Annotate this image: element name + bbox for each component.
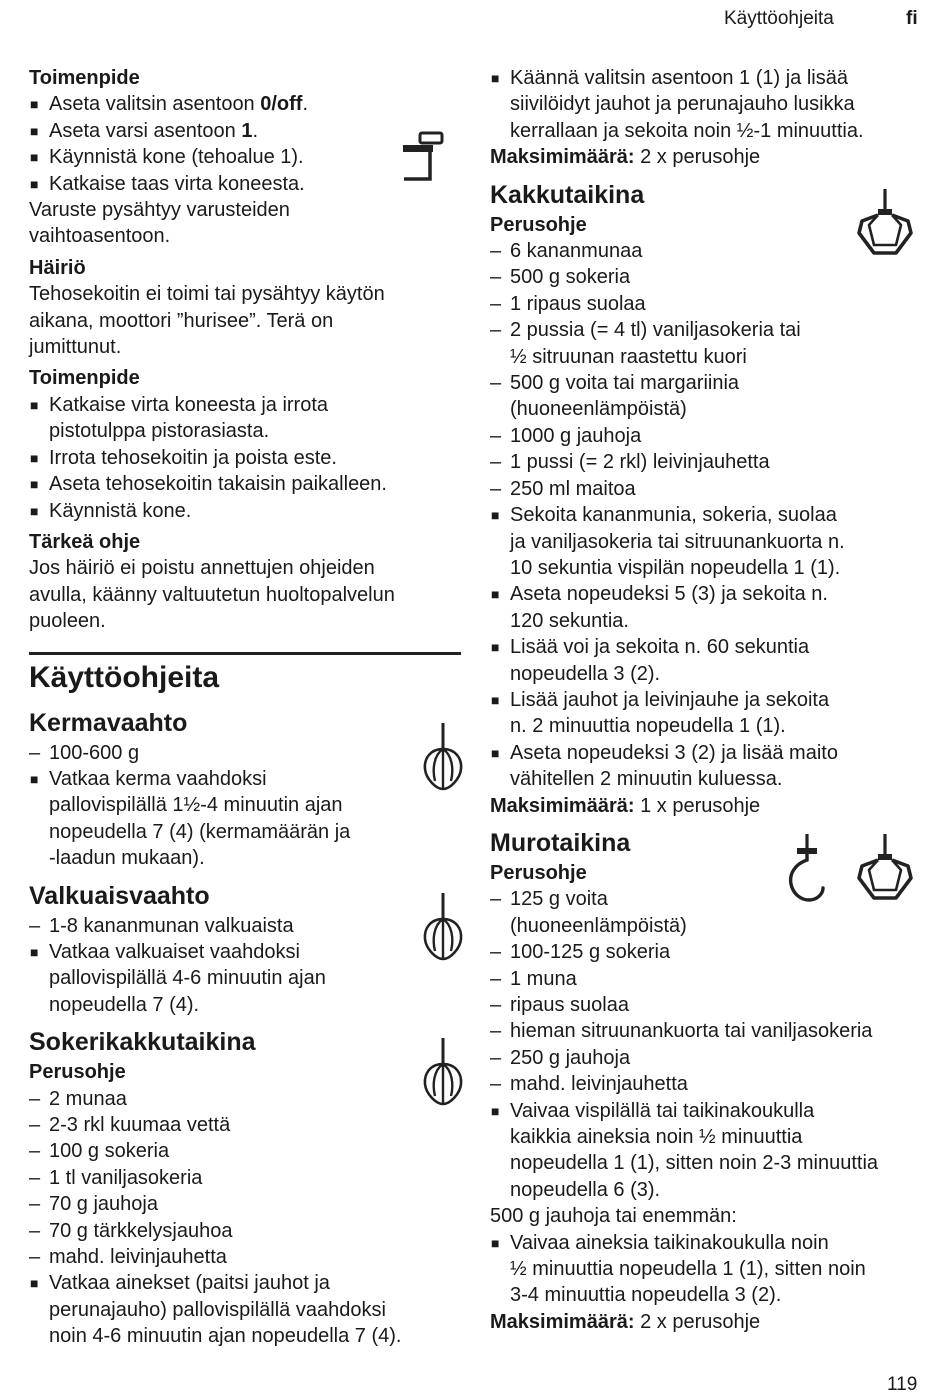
bullet-item: ■ Katkaise taas virta koneesta. bbox=[29, 171, 461, 197]
dash-item: – 1 tl vaniljasokeria bbox=[29, 1166, 203, 1189]
mixer-arm-position-icon bbox=[400, 131, 444, 183]
bullet-item: ■ Käynnistä kone (tehoalue 1). bbox=[29, 144, 461, 170]
dash-item: – 2 munaa bbox=[29, 1087, 127, 1110]
max-amount: Maksimimäärä: 2 x perusohje bbox=[490, 146, 761, 169]
heading-kermavaahto: Kermavaahto bbox=[29, 708, 188, 737]
bullet-item: ■ Irrota tehosekoitin ja poista este. bbox=[29, 445, 461, 471]
dash-item: – 1-8 kananmunan valkuaista bbox=[29, 914, 294, 937]
beater-whisk-icon bbox=[856, 187, 914, 257]
section-divider bbox=[29, 652, 461, 655]
bullet-square-icon: ■ bbox=[30, 1275, 39, 1292]
bullet-item: ■ Aseta varsi asentoon 1. bbox=[29, 118, 461, 144]
text-line: Jos häiriö ei poistu annettujen ohjeiden bbox=[29, 557, 375, 580]
bullet-item: ■ Aseta tehosekoitin takaisin paikalleen. bbox=[29, 471, 461, 497]
dash-item: – 1 muna bbox=[490, 967, 577, 990]
text-line: avulla, käänny valtuutetun huoltopalvelun bbox=[29, 583, 395, 606]
bullet-item: ■ Käännä valitsin asentoon 1 (1) ja lisää siivilöidyt jauhot ja perunajauho lusikka kerrallaan ja sekoita noin ½-1 minuuttia. bbox=[491, 67, 864, 142]
main-heading: Käyttöohjeita bbox=[29, 660, 220, 694]
bullet-square-icon: ■ bbox=[491, 1234, 500, 1251]
text-line: Tehosekoitin ei toimi tai pysähtyy käytön bbox=[29, 283, 385, 306]
bullet-item: ■ Vatkaa ainekset (paitsi jauhot ja perunajauho) pallovispilällä vaahdoksi noin 4-6 minuutin ajan nopeudella 7 (4). bbox=[30, 1272, 402, 1348]
bullet-square-icon: ■ bbox=[30, 149, 39, 166]
bullet-square-icon: ■ bbox=[491, 70, 500, 86]
dash-item: – 250 g jauhoja bbox=[490, 1046, 631, 1069]
running-header-lang: fi bbox=[906, 8, 918, 29]
dash-item: – 250 ml maitoa bbox=[490, 477, 636, 500]
text-line: puoleen. bbox=[29, 610, 106, 633]
dash-item: – 70 g tärkkelysjauhoa bbox=[29, 1219, 233, 1242]
balloon-whisk-icon bbox=[422, 1036, 464, 1108]
dash-item: – 500 g voita tai margariinia (huoneenlämpöistä) bbox=[490, 372, 740, 421]
dash-item: – mahd. leivinjauhetta bbox=[490, 1073, 688, 1096]
subheading-perusohje: Perusohje bbox=[490, 861, 587, 884]
bullet-square-icon: ■ bbox=[491, 691, 500, 708]
balloon-whisk-icon bbox=[422, 891, 464, 963]
bullet-item: ■ Vaivaa vispilällä tai taikinakoukulla kaikkia aineksia noin ½ minuuttia nopeudella 1 (1), sitten noin 2-3 minuuttia nopeudella 6 (3). bbox=[491, 1099, 879, 1201]
bullet-square-icon: ■ bbox=[30, 396, 39, 413]
subheading-perusohje: Perusohje bbox=[29, 1061, 126, 1084]
bullet-item: ■ Lisää voi ja sekoita n. 60 sekuntia nopeudella 3 (2). bbox=[491, 636, 810, 685]
dash-item: – 1 ripaus suolaa bbox=[490, 292, 646, 315]
page-number: 119 bbox=[887, 1374, 918, 1395]
dash-item: – 2 pussia (= 4 tl) vaniljasokeria tai ½ sitruunan raastettu kuori bbox=[490, 319, 801, 368]
dash-item: – 100-600 g bbox=[29, 741, 140, 764]
dash-item: – 70 g jauhoja bbox=[29, 1193, 158, 1216]
note-line: vaihtoasentoon. bbox=[29, 225, 171, 248]
heading-sokerikakkutaikina: Sokerikakkutaikina bbox=[29, 1028, 256, 1057]
bullet-square-icon: ■ bbox=[30, 943, 39, 960]
heading-kakkutaikina: Kakkutaikina bbox=[490, 180, 645, 209]
bullet-item: ■ Aseta nopeudeksi 3 (2) ja lisää maito vähitellen 2 minuutin kuluessa. bbox=[491, 741, 838, 791]
text-line: 500 g jauhoja tai enemmän: bbox=[490, 1205, 737, 1228]
dash-item: – 1000 g jauhoja bbox=[490, 424, 642, 447]
bullet-square-icon: ■ bbox=[30, 502, 39, 519]
balloon-whisk-icon bbox=[422, 721, 464, 793]
bullet-item: ■ Vatkaa kerma vaahdoksi pallovispilällä 1½-4 minuutin ajan nopeudella 7 (4) (kermamäärän ja -laadun mukaan). bbox=[30, 767, 351, 870]
bullet-square-icon: ■ bbox=[30, 175, 39, 192]
dash-item: – 100 g sokeria bbox=[29, 1140, 170, 1163]
bullet-item: ■ Lisää jauhot ja leivinjauhe ja sekoita n. 2 minuuttia nopeudella 1 (1). bbox=[491, 688, 830, 738]
dash-item: – ripaus suolaa bbox=[490, 994, 629, 1016]
bullet-square-icon: ■ bbox=[491, 586, 500, 603]
heading-murotaikina: Murotaikina bbox=[490, 828, 631, 857]
heading-toimenpide: Toimenpide bbox=[29, 367, 140, 390]
max-amount: Maksimimäärä: 2 x perusohje bbox=[490, 1310, 761, 1333]
dash-item: – hieman sitruunankuorta tai vaniljasokeria bbox=[490, 1020, 873, 1043]
bullet-item: ■ Käynnistä kone. bbox=[29, 498, 461, 524]
heading-tarkea-ohje: Tärkeä ohje bbox=[29, 530, 141, 553]
dash-item: – 1 pussi (= 2 rkl) leivinjauhetta bbox=[490, 451, 770, 474]
bullet-square-icon: ■ bbox=[491, 744, 500, 761]
left-column bbox=[29, 65, 461, 1350]
max-amount: Maksimimäärä: 1 x perusohje bbox=[490, 794, 761, 817]
text-line: jumittunut. bbox=[29, 336, 122, 359]
bullet-item: ■ Vatkaa valkuaiset vaahdoksi pallovispilällä 4-6 minuutin ajan nopeudella 7 (4). bbox=[30, 940, 326, 1016]
running-header-title: Käyttöohjeita bbox=[724, 8, 834, 29]
bullet-item: ■ Sekoita kananmunia, sokeria, suolaa ja vaniljasokeria tai sitruunankuorta n. 10 sekuntia vispilän nopeudella 1 (1). bbox=[491, 504, 845, 579]
dash-item: – 125 g voita (huoneenlämpöistä) bbox=[490, 888, 687, 937]
note-line: Varuste pysähtyy varusteiden bbox=[29, 199, 290, 222]
dash-item: – mahd. leivinjauhetta bbox=[29, 1246, 227, 1269]
bullet-square-icon: ■ bbox=[30, 770, 39, 787]
bullet-square-icon: ■ bbox=[30, 476, 39, 493]
dash-item: – 2-3 rkl kuumaa vettä bbox=[29, 1114, 231, 1136]
heading-valkuaisvaahto: Valkuaisvaahto bbox=[29, 881, 210, 910]
bullet-square-icon: ■ bbox=[30, 96, 39, 113]
bullet-item: ■ Vaivaa aineksia taikinakoukulla noin ½ minuuttia nopeudella 1 (1), sitten noin 3-4 minuuttia nopeudella 3 (2). bbox=[491, 1231, 866, 1307]
bullet-square-icon: ■ bbox=[491, 507, 500, 524]
bullet-square-icon: ■ bbox=[491, 1102, 500, 1119]
bullet-item: ■ Katkaise virta koneesta ja irrota pistotulppa pistorasiasta. bbox=[30, 393, 329, 443]
bullet-item: ■ Aseta valitsin asentoon 0/off. bbox=[29, 91, 461, 117]
bullet-square-icon: ■ bbox=[491, 639, 500, 656]
heading-hairio: Häiriö bbox=[29, 256, 86, 279]
text-line: aikana, moottori ”hurisee”. Terä on bbox=[29, 309, 334, 332]
dough-hook-icon bbox=[787, 832, 827, 904]
bullet-square-icon: ■ bbox=[30, 449, 39, 466]
subheading-perusohje: Perusohje bbox=[490, 213, 587, 236]
bullet-item: ■ Aseta nopeudeksi 5 (3) ja sekoita n. 120 sekuntia. bbox=[491, 583, 828, 632]
beater-whisk-icon bbox=[856, 832, 914, 902]
heading-toimenpide: Toimenpide bbox=[29, 67, 140, 89]
dash-item: – 500 g sokeria bbox=[490, 266, 631, 289]
dash-item: – 100-125 g sokeria bbox=[490, 941, 671, 964]
bullet-square-icon: ■ bbox=[30, 122, 39, 139]
dash-item: – 6 kananmunaa bbox=[490, 240, 643, 263]
